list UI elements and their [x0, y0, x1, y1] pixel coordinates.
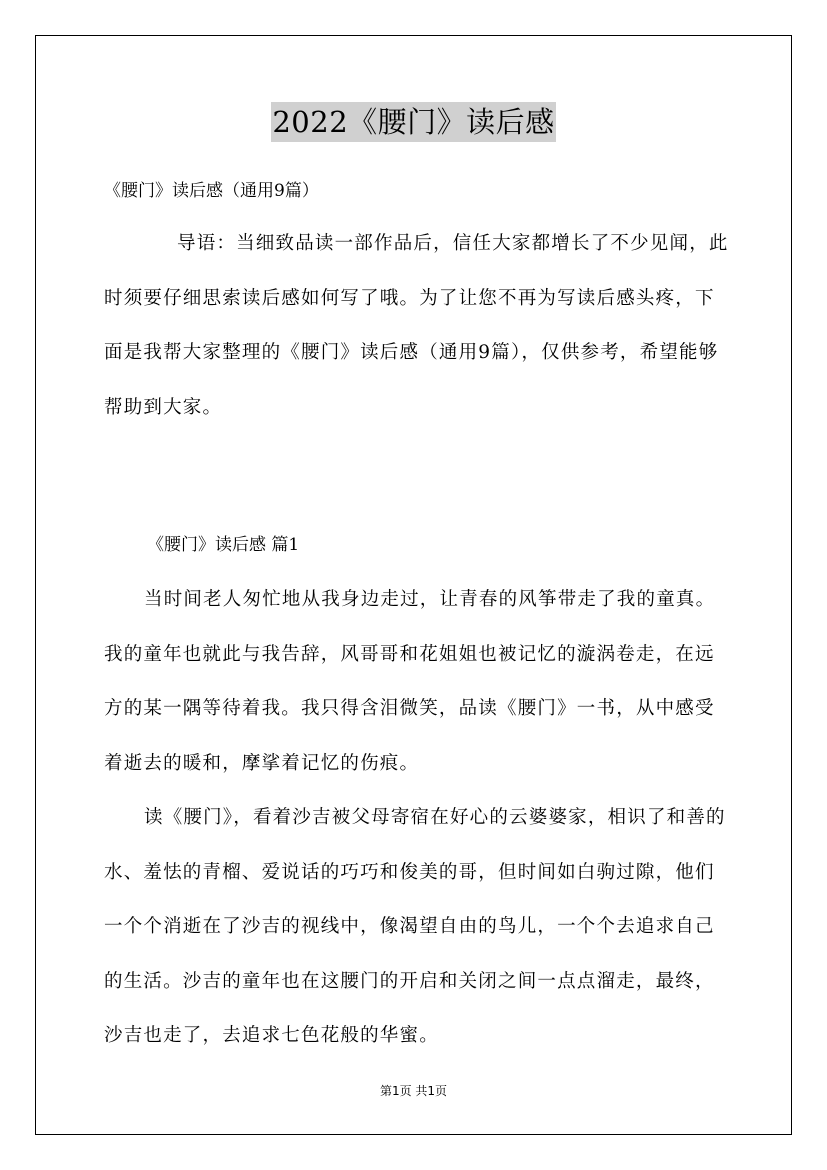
body-paragraph-2: 读《腰门》，看着沙吉被父母寄宿在好心的云婆婆家，相识了和善的水、羞怯的青榴、爱说话的巧巧和俊美的哥，但时间如白驹过隙，他们一个个消逝在了沙吉的视线中，像渴望自由的鸟儿，一个个去追求自己的生活。沙吉的童年也在这腰门的开启和关闭之间一点点溜走，最终，沙吉也走了，去追求七色花般的华蜜。	[104, 807, 726, 1046]
section-heading: 《腰门》读后感 篇1	[147, 535, 300, 555]
document-body	[104, 175, 732, 1064]
title-container	[0, 102, 827, 142]
body-paragraph-1: 当时间老人匆忙地从我身边走过，让青春的风筝带走了我的童真。我的童年也就此与我告辞，风哥哥和花姐姐也被记忆的漩涡卷走，在远方的某一隅等待着我。我只得含泪微笑，品读《腰门》一书，从中感受着逝去的暖和，摩挲着记忆的伤痕。	[104, 589, 716, 774]
intro-paragraph: 导语：当细致品读一部作品后，信任大家都增长了不少见闻，此时须要仔细思索读后感如何写了哦。为了让您不再为写读后感头疼，下面是我帮大家整理的《腰门》读后感（通用9篇），仅供参考，希望能够帮助到大家。	[104, 233, 729, 418]
document-subtitle: 《腰门》读后感（通用9篇）	[104, 181, 319, 201]
document-title: 2022《腰门》读后感	[271, 102, 555, 142]
page-footer: 第1页 共1页	[379, 1084, 448, 1098]
